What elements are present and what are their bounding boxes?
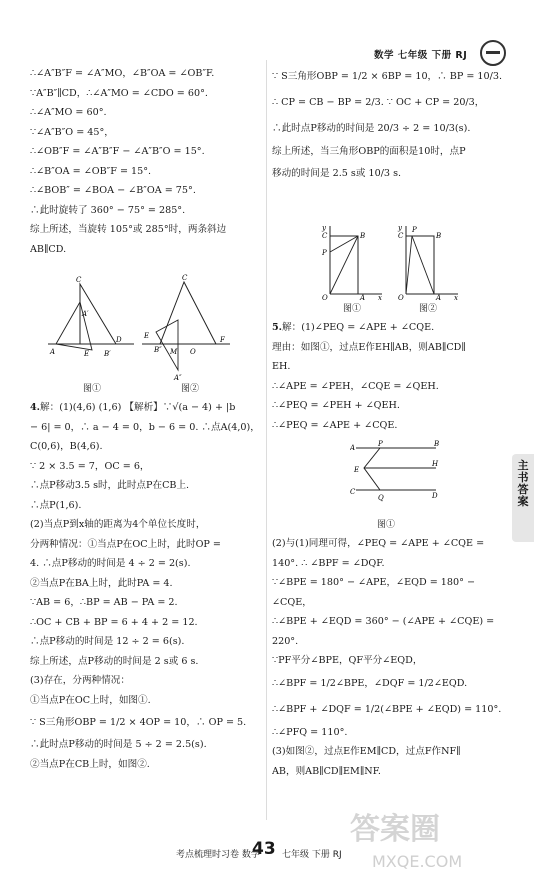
svg-text:Q: Q — [378, 494, 384, 502]
text-line: 140°. ∴ ∠BPF = ∠DQF. — [272, 557, 385, 569]
svg-text:A: A — [436, 294, 442, 302]
svg-text:A: A — [360, 294, 366, 302]
text-line: ∵ 2 × 3.5 = 7，OC = 6， — [30, 460, 150, 472]
text-line: 4. ∴点P移动的时间是 4 ÷ 2 = 2(s). — [30, 558, 191, 569]
svg-text:O: O — [398, 294, 404, 302]
svg-text:y: y — [322, 224, 326, 232]
text-line: (3)存在，分两种情况： — [30, 675, 130, 686]
figure-caption: 图① — [376, 520, 395, 530]
text-line: 理由：如图①，过点E作EH∥AB，则AB∥CD∥ — [272, 341, 466, 353]
text-line: ②当点P在BA上时，此时PA = 4. — [30, 577, 173, 589]
left-column — [30, 64, 262, 259]
text-line: 综上所述，当旋转 105°或 285°时，两条斜边 — [30, 224, 227, 235]
svg-text:x: x — [454, 294, 458, 302]
text-line: 综上所述，当三角形OBP的面积是10时，点P — [272, 146, 466, 157]
parallel-lines-figure — [350, 440, 440, 512]
svg-text:A: A — [350, 444, 356, 452]
figure-caption: 图① — [342, 304, 361, 314]
text-line: 解：(1)(4,6) (1,6) 【解析】∵√(a − 4) + |b — [40, 402, 236, 413]
footer-book-title: 考点梳理时习卷 数学 — [176, 850, 260, 860]
text-line: ∴∠OB″F = ∠A″B″F − ∠A″B″O = 15°. — [30, 146, 205, 157]
text-line: 综上所述，点P移动的时间是 2 s或 6 s. — [30, 655, 199, 667]
tab-char: 案 — [517, 495, 529, 508]
question-5-continued — [272, 534, 514, 781]
text-line: ∴∠BPF = 1/2∠BPE，∠DQF = 1/2∠EQD. — [272, 677, 468, 689]
text-line: ∴此时点P移动的时间是 5 ÷ 2 = 2.5(s). — [30, 739, 207, 750]
logo-icon — [480, 40, 506, 66]
tab-char: 主 — [517, 459, 529, 472]
svg-text:H: H — [432, 460, 439, 468]
answer-book-tab — [512, 454, 534, 542]
text-line: ∴此时旋转了 360° − 75° = 285°. — [30, 204, 186, 216]
svg-text:M: M — [170, 348, 178, 356]
text-line: ∴ CP = CB − BP = 2/3. ∵ OC + CP = 20/3， — [272, 97, 485, 108]
svg-text:x: x — [378, 294, 382, 302]
text-line: ∴点P(1,6). — [30, 499, 82, 511]
text-line: ∴∠B″OA = ∠OB″F = 15°. — [30, 165, 152, 177]
text-line: 220°. — [272, 635, 299, 647]
svg-text:B″: B″ — [154, 346, 162, 354]
watermark: 答案圈 — [350, 812, 440, 847]
coordinate-figure-2 — [396, 222, 462, 302]
text-line: ∵∠BPE = 180° − ∠APE，∠EQD = 180° − — [272, 577, 475, 588]
rotation-figure-1 — [46, 272, 136, 372]
text-line: ∵A″B″∥CD，∴∠A″MO = ∠CDO = 60°. — [30, 87, 208, 99]
figure-caption: 图① — [82, 384, 101, 394]
text-line: ∴∠APE = ∠PEH，∠CQE = ∠QEH. — [272, 380, 439, 392]
page-number: 43 — [252, 839, 276, 859]
right-column — [272, 64, 514, 186]
svg-text:E: E — [84, 350, 90, 358]
svg-text:D: D — [116, 336, 122, 344]
tab-char: 答 — [517, 483, 529, 496]
text-line: (2)当点P到x轴的距离为4个单位长度时， — [30, 519, 206, 530]
rotation-figure-2 — [140, 272, 232, 384]
svg-text:D: D — [432, 492, 438, 500]
svg-text:C: C — [182, 274, 188, 282]
svg-text:A′: A′ — [82, 310, 89, 318]
text-line: ∴OC + CB + BP = 6 + 4 + 2 = 12. — [30, 616, 198, 628]
text-line: ∴点P移动的时间是 12 ÷ 2 = 6(s). — [30, 636, 185, 647]
text-line: − 6| = 0，∴ a − 4 = 0，b − 6 = 0. ∴点A(4,0)，C(0,6)，B(4,6). — [30, 421, 260, 452]
text-line: ∴∠PEQ = ∠PEH + ∠QEH. — [272, 400, 400, 411]
text-line: 解：(1)∠PEQ = ∠APE + ∠CQE. — [282, 322, 435, 333]
text-line: EH. — [272, 361, 291, 372]
svg-text:A: A — [50, 348, 56, 356]
text-line: ∵AB = 6，∴BP = AB − PA = 2. — [30, 597, 178, 608]
svg-text:O: O — [322, 294, 328, 302]
figure-caption: 图② — [418, 304, 437, 314]
svg-text:C: C — [350, 488, 356, 496]
question-4 — [30, 398, 262, 774]
text-line: ∵∠A″B″O = 45°， — [30, 126, 114, 138]
text-line: ∴点P移动3.5 s时，此时点P在CB上. — [30, 480, 190, 491]
text-line: 移动的时间是 2.5 s或 10/3 s. — [272, 167, 402, 179]
svg-text:E: E — [354, 466, 360, 474]
subject-label: 数学 七年级 下册 RJ — [374, 50, 468, 61]
question-5 — [272, 318, 514, 435]
svg-text:E: E — [144, 332, 150, 340]
watermark-url: MXQE.COM — [372, 852, 463, 871]
text-line: ∵ S三角形OBP = 1/2 × 6BP = 10，∴ BP = 10/3. — [272, 71, 503, 82]
svg-text:B: B — [360, 232, 366, 240]
svg-text:P: P — [378, 440, 383, 448]
svg-text:C: C — [76, 276, 82, 284]
svg-text:B: B — [436, 232, 442, 240]
svg-text:C: C — [322, 232, 328, 240]
text-line: ∴∠PEQ = ∠APE + ∠CQE. — [272, 419, 398, 431]
question-number: 4. — [30, 402, 41, 413]
text-line: ∵ S三角形OBP = 1/2 × 4OP = 10，∴ OP = 5. — [30, 717, 247, 728]
svg-text:y: y — [398, 224, 402, 232]
svg-text:A″: A″ — [174, 374, 182, 382]
column-divider — [266, 60, 267, 820]
text-line: ∴∠BPE + ∠EQD = 360° − (∠APE + ∠CQE) = — [272, 616, 495, 627]
text-line: 分两种情况：①当点P在OC上时，此时OP = — [30, 538, 221, 550]
text-line: ∴此时点P移动的时间是 20/3 ÷ 2 = 10/3(s). — [272, 123, 471, 134]
text-line: ∵PF平分∠BPE，QF平分∠EQD， — [272, 655, 423, 666]
text-line: AB∥CD. — [30, 243, 67, 255]
figure-caption: 图② — [180, 384, 199, 394]
svg-text:O: O — [190, 348, 196, 356]
text-line: ∴∠BPF + ∠DQF = 1/2(∠BPE + ∠EQD) = 110°. — [272, 703, 502, 715]
svg-text:C: C — [398, 232, 404, 240]
text-line: ②当点P在CB上时，如图②. — [30, 758, 150, 770]
text-line: (2)与(1)同理可得，∠PEQ = ∠APE + ∠CQE = — [272, 538, 485, 549]
svg-text:B′: B′ — [104, 350, 111, 358]
coordinate-figure-1 — [320, 222, 386, 302]
text-line: (3)如图②，过点E作EM∥CD，过点F作NF∥ — [272, 746, 461, 757]
text-line: ∴∠A″B″F = ∠A″MO，∠B″OA = ∠OB″F. — [30, 68, 215, 79]
svg-text:B: B — [434, 440, 440, 448]
text-line: ∠CQE， — [272, 596, 312, 608]
svg-text:P: P — [412, 226, 417, 234]
question-number: 5. — [272, 322, 283, 333]
svg-text:P: P — [322, 249, 327, 257]
tab-char: 书 — [517, 471, 529, 484]
text-line: ∴∠BOB″ = ∠BOA − ∠B″OA = 75°. — [30, 185, 196, 196]
text-line: ∴∠PFQ = 110°. — [272, 726, 348, 738]
svg-text:F: F — [220, 336, 225, 344]
text-line: ∴∠A″MO = 60°. — [30, 107, 107, 118]
footer-grade: 七年级 下册 RJ — [282, 850, 342, 860]
text-line: AB，则AB∥CD∥EM∥NF. — [272, 765, 381, 777]
text-line: ①当点P在OC上时，如图①. — [30, 694, 151, 706]
